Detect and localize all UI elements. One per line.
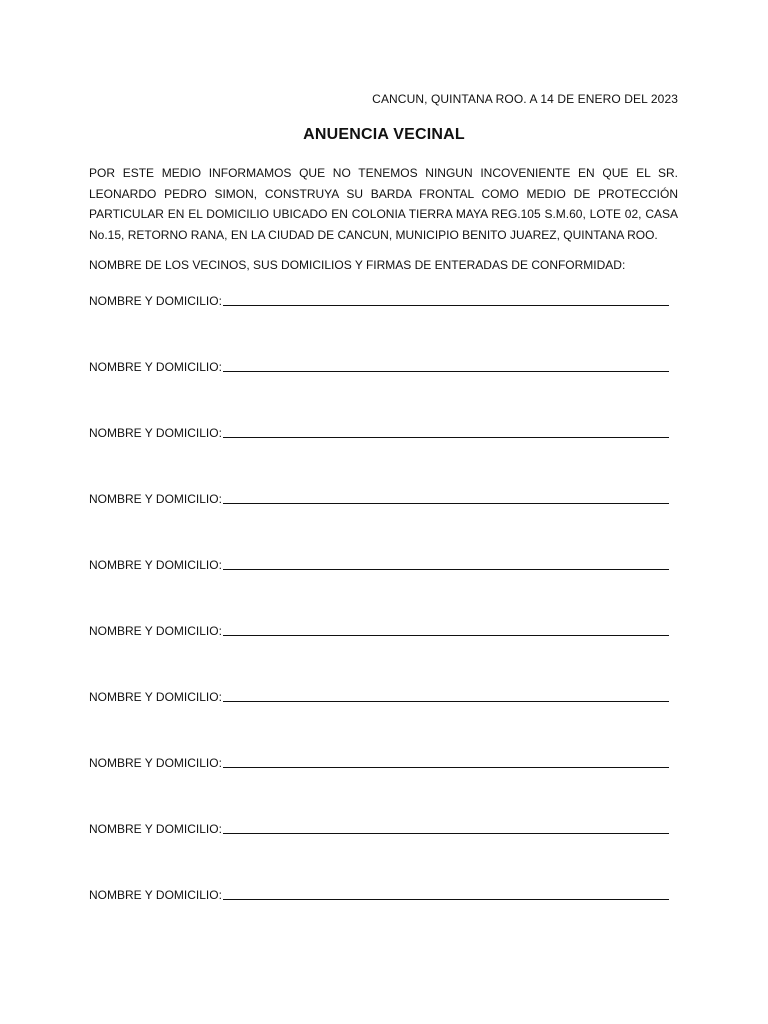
signature-row bbox=[89, 424, 669, 440]
signature-line bbox=[223, 766, 669, 768]
body-paragraph: POR ESTE MEDIO INFORMAMOS QUE NO TENEMOS NINGUN INCOVENIENTE EN QUE EL SR. LEONARDO PEDRO SIMON, CONSTRUYA SU BARDA FRONTAL COMO MEDIO DE PROTECCIÓN PARTICULAR EN EL DOMICILIO UBICADO EN COLONIA TIERRA MAYA REG.105 S.M.60, LOTE 02, CASA No.15, RETORNO RANA, EN LA CIUDAD DE CANCUN, MUNICIPIO BENITO JUAREZ, QUINTANA ROO. bbox=[89, 166, 678, 242]
signature-label: NOMBRE Y DOMICILIO: bbox=[89, 624, 222, 638]
signature-label: NOMBRE Y DOMICILIO: bbox=[89, 492, 222, 506]
signature-row bbox=[89, 886, 669, 902]
signature-row bbox=[89, 820, 669, 836]
signature-row bbox=[89, 490, 669, 506]
signature-row bbox=[89, 622, 669, 638]
signature-line bbox=[223, 634, 669, 636]
signature-list bbox=[89, 292, 669, 952]
signature-line bbox=[223, 568, 669, 570]
signature-line bbox=[223, 832, 669, 834]
signature-label: NOMBRE Y DOMICILIO: bbox=[89, 360, 222, 374]
signature-row bbox=[89, 358, 669, 374]
signature-label: NOMBRE Y DOMICILIO: bbox=[89, 888, 222, 902]
signature-label: NOMBRE Y DOMICILIO: bbox=[89, 426, 222, 440]
signature-line bbox=[223, 700, 669, 702]
signature-row bbox=[89, 754, 669, 770]
signature-label: NOMBRE Y DOMICILIO: bbox=[89, 822, 222, 836]
signature-line bbox=[223, 304, 669, 306]
signature-label: NOMBRE Y DOMICILIO: bbox=[89, 690, 222, 704]
signature-label: NOMBRE Y DOMICILIO: bbox=[89, 558, 222, 572]
signature-line bbox=[223, 502, 669, 504]
date-line: CANCUN, QUINTANA ROO. A 14 DE ENERO DEL 2023 bbox=[372, 92, 678, 106]
signature-row bbox=[89, 688, 669, 704]
signature-row bbox=[89, 556, 669, 572]
signature-label: NOMBRE Y DOMICILIO: bbox=[89, 756, 222, 770]
signature-line bbox=[223, 436, 669, 438]
signatures-intro: NOMBRE DE LOS VECINOS, SUS DOMICILIOS Y FIRMAS DE ENTERADAS DE CONFORMIDAD: bbox=[89, 258, 626, 272]
signature-line bbox=[223, 898, 669, 900]
signature-row bbox=[89, 292, 669, 308]
signature-line bbox=[223, 370, 669, 372]
signature-label: NOMBRE Y DOMICILIO: bbox=[89, 294, 222, 308]
document-title: ANUENCIA VECINAL bbox=[303, 126, 465, 143]
